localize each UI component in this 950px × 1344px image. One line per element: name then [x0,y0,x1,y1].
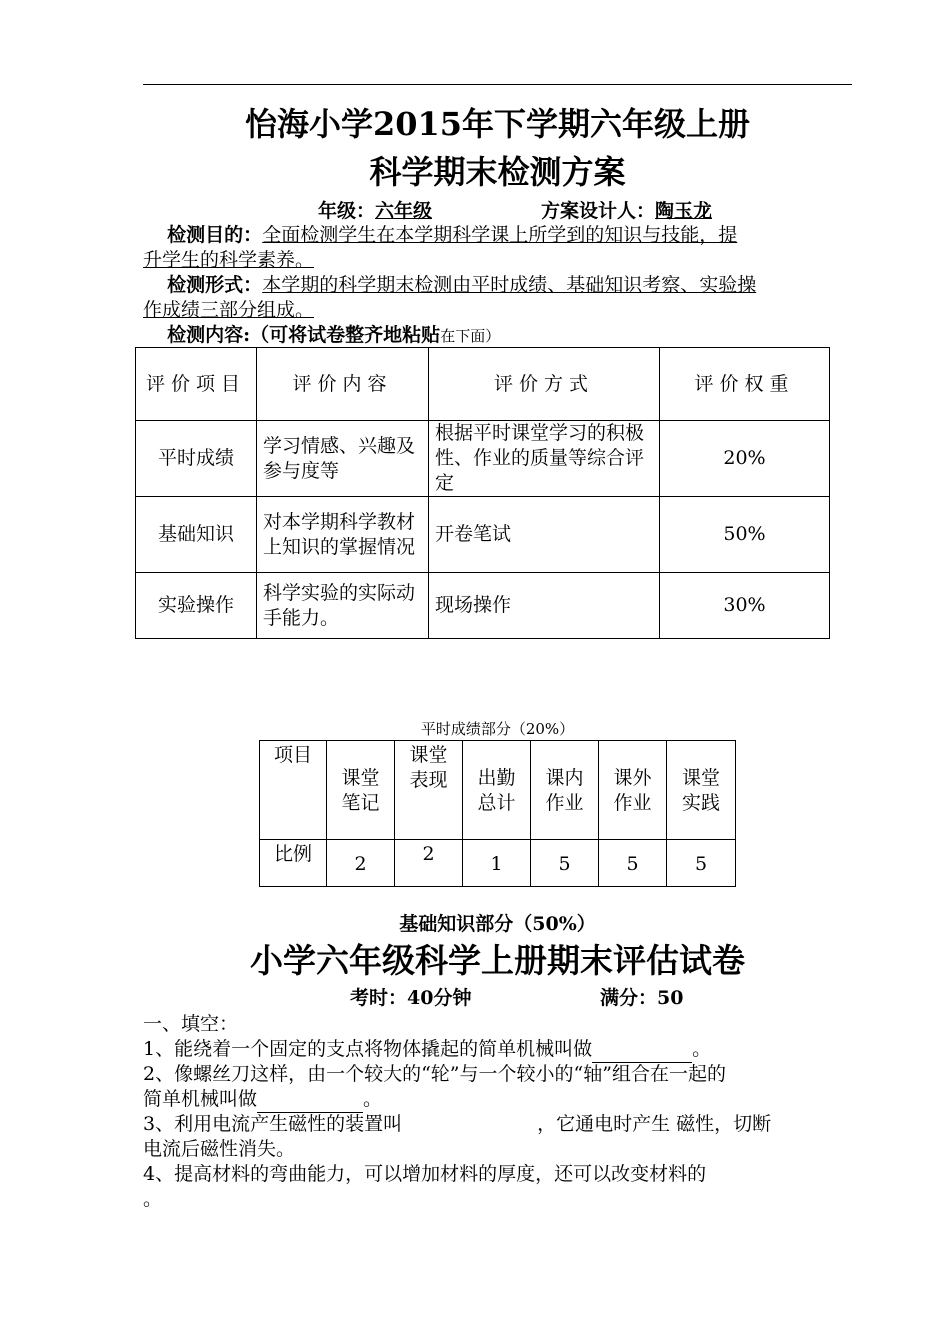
form-line2: 作成绩三部分组成。 [143,299,315,321]
daily-row-label: 比例 [260,840,327,887]
q1-blank[interactable] [592,1037,692,1063]
daily-caption: 平时成绩部分（20%） [420,720,575,738]
part-heading: 一、填空： [143,1013,239,1035]
q3-blank[interactable] [402,1112,537,1137]
daily-header-extra-homework: 课外作业 [599,741,667,840]
daily-value: 5 [531,840,599,887]
daily-header-homework: 课内作业 [531,741,599,840]
row-weight: 20% [660,421,830,497]
q1-text: 1、能绕着一个固定的支点将物体撬起的简单机械叫做 [143,1038,593,1060]
question-2-line2 [143,1087,855,1113]
row-item: 平时成绩 [136,421,257,497]
exam-time: 考时：40分钟 [350,987,472,1009]
row-item: 基础知识 [136,497,257,573]
header-method: 评价方式 [429,348,660,421]
header-weight: 评价权重 [660,348,830,421]
grade-label: 年级： [318,200,376,222]
header-item: 评价项目 [136,348,257,421]
purpose-text-1: 全面检测学生在本学期科学课上所学到的知识与技能，提 [262,224,738,246]
q1-end: 。 [692,1038,712,1060]
top-rule [143,84,852,85]
content-line [143,323,855,349]
question-1 [143,1037,855,1063]
daily-score-table [259,740,736,887]
row-method: 根据平时课堂学习的积极性、作业的质量等综合评定 [429,421,660,497]
evaluation-table [135,347,830,639]
daily-value: 2 [327,840,395,887]
row-weight: 30% [660,573,830,639]
row-method: 现场操作 [429,573,660,639]
daily-header-attendance: 出勤总计 [463,741,531,840]
form-line1 [143,273,855,298]
question-4-line1: 4、提高材料的弯曲能力，可以增加材料的厚度，还可以改变材料的 [143,1163,707,1185]
row-method: 开卷笔试 [429,497,660,573]
table-row [136,497,830,573]
daily-header-notes: 课堂笔记 [327,741,395,840]
content-label: 检测内容:（可将试卷整齐地粘贴 [167,324,441,346]
row-content: 科学实验的实际动手能力。 [257,573,429,639]
designer-value: 陶玉龙 [655,200,713,222]
daily-values-row [260,840,736,887]
designer-label: 方案设计人： [541,200,656,222]
purpose-line1 [143,223,855,248]
table-row [136,421,830,497]
table-row [136,573,830,639]
daily-value: 1 [463,840,531,887]
form-label: 检测形式： [167,274,263,296]
q3-text-a: 3、利用电流产生磁性的装置叫 [143,1113,403,1135]
doc-title-line1: 怡海小学2015年下学期六年级上册 [244,105,751,143]
question-4-line2: 。 [143,1188,163,1210]
designer-line [541,199,950,224]
row-content: 对本学期科学教材上知识的掌握情况 [257,497,429,573]
exam-score: 满分：50 [600,987,684,1009]
purpose-label: 检测目的： [167,224,263,246]
basic-section-caption: 基础知识部分（50%） [399,913,596,935]
doc-title-line2: 科学期末检测方案 [369,153,626,191]
evaluation-header-row [136,348,830,421]
grade-value: 六年级 [375,200,433,222]
q3-text-b: ，它通电时产生 磁性，切断 [537,1113,772,1135]
purpose-line2: 升学生的科学素养。 [143,249,315,271]
exam-title: 小学六年级科学上册期末评估试卷 [250,941,745,980]
daily-header-row [260,741,736,840]
row-weight: 50% [660,497,830,573]
daily-value: 2 [395,840,463,887]
question-2-line1: 2、像螺丝刀这样，由一个较大的“轮”与一个较小的“轴”组合在一起的 [143,1063,726,1085]
header-content: 评价内容 [257,348,429,421]
q2-blank[interactable] [257,1087,363,1113]
daily-header-item: 项目 [260,741,327,840]
daily-header-performance: 课堂表现 [395,741,463,840]
form-text-1: 本学期的科学期末检测由平时成绩、基础知识考察、实验操 [262,274,757,296]
row-item: 实验操作 [136,573,257,639]
daily-value: 5 [599,840,667,887]
question-3-line1 [143,1112,855,1137]
content-note: 在下面） [440,327,501,345]
q2-text: 简单机械叫做 [143,1088,258,1110]
row-content: 学习情感、兴趣及参与度等 [257,421,429,497]
q2-end: 。 [363,1088,383,1110]
daily-value: 5 [667,840,736,887]
question-3-line2: 电流后磁性消失。 [143,1138,296,1160]
daily-header-practice: 课堂实践 [667,741,736,840]
